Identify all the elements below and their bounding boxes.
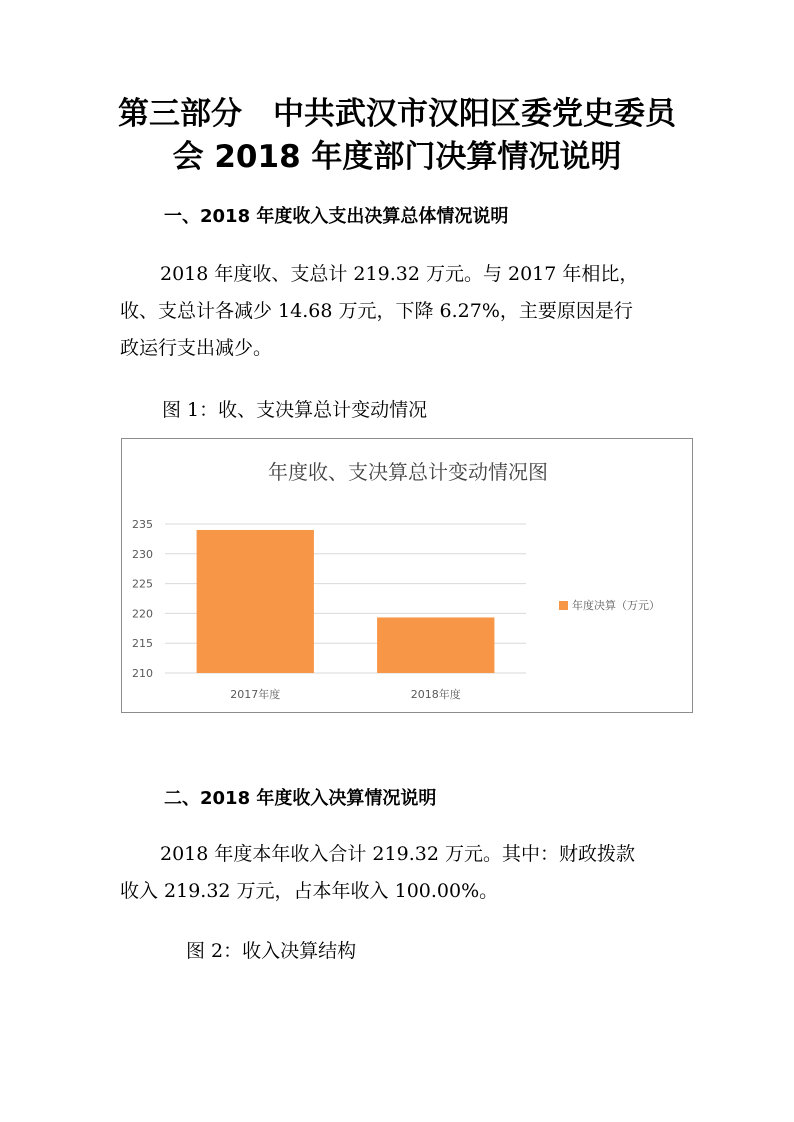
- chart-x-axis: [230, 687, 461, 701]
- figure2-caption: 图 2：收入决算结构: [186, 940, 357, 962]
- x-tick-label: 2018年度: [410, 688, 461, 701]
- y-tick-label: 235: [132, 518, 153, 531]
- bar-chart-svg: [122, 439, 694, 714]
- chart-title: 年度收、支决算总计变动情况图: [268, 460, 548, 484]
- chart-legend: [559, 598, 660, 612]
- document-title-line1: 第三部分 中共武汉市汉阳区委党史委员: [118, 96, 676, 132]
- section2-para-line2: 收入 219.32 万元，占本年收入 100.00%。: [120, 880, 499, 902]
- section2-paragraph: [120, 836, 680, 910]
- y-tick-label: 210: [132, 667, 153, 680]
- section1-para-line3: 政运行支出减少。: [120, 337, 273, 359]
- x-tick-label: 2017年度: [230, 688, 281, 701]
- document-title-line2: 会 2018 年度部门决算情况说明: [172, 139, 622, 175]
- y-tick-label: 215: [132, 637, 153, 651]
- y-tick-label: 220: [132, 607, 153, 621]
- section1-paragraph: [120, 256, 680, 367]
- section1-heading: 一、2018 年度收入支出决算总体情况说明: [164, 206, 509, 227]
- section1-para-line2: 收、支总计各减少 14.68 万元，下降 6.27%，主要原因是行: [120, 300, 633, 322]
- figure1-chart: [121, 438, 693, 713]
- bar: [197, 530, 314, 673]
- y-tick-label: 225: [132, 577, 153, 591]
- legend-swatch: [559, 601, 568, 610]
- section1-para-line1: 2018 年度收、支总计 219.32 万元。与 2017 年相比，: [160, 263, 639, 285]
- section2-heading: 二、2018 年度收入决算情况说明: [164, 788, 437, 809]
- chart-y-axis: [132, 518, 153, 680]
- y-tick-label: 230: [132, 547, 153, 561]
- section2-para-line1: 2018 年度本年收入合计 219.32 万元。其中：财政拨款: [160, 843, 635, 865]
- legend-label: 年度决算（万元）: [572, 599, 660, 612]
- figure1-caption: 图 1：收、支决算总计变动情况: [162, 399, 428, 421]
- bar: [377, 617, 494, 673]
- chart-bars: [197, 530, 495, 673]
